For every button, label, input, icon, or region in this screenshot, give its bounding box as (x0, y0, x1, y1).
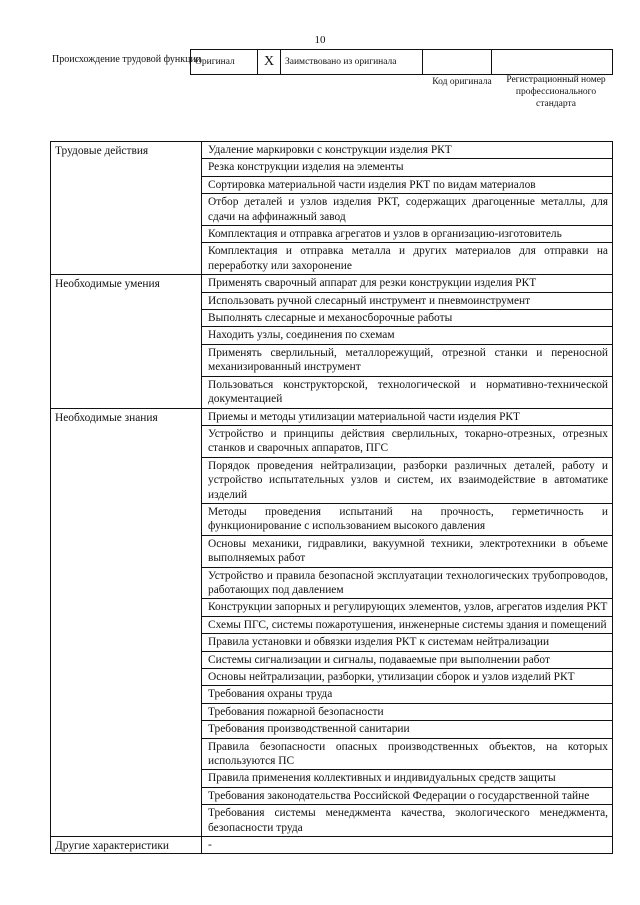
table-row (51, 567, 613, 599)
section-item: Требования системы менеджмента качества, экологического менеджмента, безопасности труда (202, 805, 613, 837)
section-label-continuation (51, 457, 202, 503)
reg-number-cell (492, 50, 613, 75)
table-row (51, 669, 613, 686)
section-item: Правила применения коллективных и индивидуальных средств защиты (202, 770, 613, 787)
code-cell (423, 50, 492, 75)
table-row (51, 703, 613, 720)
code-caption: Код оригинала (432, 77, 492, 87)
section-item: Правила установки и обвязки изделия РКТ к системам нейтрализации (202, 634, 613, 651)
section-label: Трудовые действия (51, 142, 202, 159)
table-row (51, 243, 613, 275)
table-row (51, 616, 613, 633)
table-row (51, 457, 613, 503)
table-row (51, 686, 613, 703)
table-row (51, 310, 613, 327)
table-row (51, 651, 613, 668)
origin-label: Происхождение трудовой функции (52, 54, 202, 65)
original-mark: X (258, 50, 281, 75)
section-label-continuation (51, 226, 202, 243)
table-row (51, 226, 613, 243)
section-label-continuation (51, 669, 202, 686)
section-label: Необходимые умения (51, 275, 202, 292)
section-label-continuation (51, 159, 202, 176)
section-label-continuation (51, 503, 202, 535)
table-row (51, 376, 613, 408)
section-label-continuation (51, 310, 202, 327)
section-item: Конструкции запорных и регулирующих элементов, узлов, агрегатов изделия РКТ (202, 599, 613, 616)
section-label-continuation (51, 787, 202, 804)
table-row (51, 787, 613, 804)
table-row (51, 738, 613, 770)
section-item: Использовать ручной слесарный инструмент и пневмоинструмент (202, 292, 613, 309)
section-item: Устройство и правила безопасной эксплуатации технологических трубопроводов, работающих под давлением (202, 567, 613, 599)
table-row (51, 721, 613, 738)
section-label-continuation (51, 292, 202, 309)
table-row (51, 275, 613, 292)
table-row (51, 159, 613, 176)
section-label-continuation (51, 344, 202, 376)
section-item: Отбор деталей и узлов изделия РКТ, содержащих драгоценные металлы, для сдачи на аффинажный завод (202, 194, 613, 226)
section-label: Необходимые знания (51, 408, 202, 425)
section-item: Требования пожарной безопасности (202, 703, 613, 720)
section-item: Применять сверлильный, металлорежущий, отрезной станки и переносной механизированный инструмент (202, 344, 613, 376)
section-item: Удаление маркировки с конструкции изделия РКТ (202, 142, 613, 159)
section-label-continuation (51, 686, 202, 703)
table-row (51, 176, 613, 193)
table-row (51, 805, 613, 837)
section-item: Системы сигнализации и сигналы, подаваемые при выполнении работ (202, 651, 613, 668)
table-row (51, 292, 613, 309)
section-item: Комплектация и отправка агрегатов и узлов в организацию-изготовитель (202, 226, 613, 243)
table-row (51, 599, 613, 616)
section-item: Требования производственной санитарии (202, 721, 613, 738)
section-label-continuation (51, 535, 202, 567)
section-label-continuation (51, 721, 202, 738)
section-item: Требования законодательства Российской Федерации о государственной тайне (202, 787, 613, 804)
section-label-continuation (51, 770, 202, 787)
table-row (51, 535, 613, 567)
reg-number-caption: Регистрационный номер профессионального стандарта (506, 75, 606, 109)
page-number: 10 (314, 34, 326, 46)
section-item: Основы нейтрализации, разборки, утилизации сборок и узлов изделий РКТ (202, 669, 613, 686)
section-label-continuation (51, 425, 202, 457)
section-label-continuation (51, 738, 202, 770)
section-item: Применять сварочный аппарат для резки конструкции изделия РКТ (202, 275, 613, 292)
section-label-continuation (51, 243, 202, 275)
section-item: Находить узлы, соединения по схемам (202, 327, 613, 344)
section-item: Порядок проведения нейтрализации, разборки различных деталей, работу и устройство испытательных узлов и систем, их взаимодействие в автоматике изделий (202, 457, 613, 503)
section-label-continuation (51, 616, 202, 633)
section-item: Приемы и методы утилизации материальной части изделия РКТ (202, 408, 613, 425)
labor-function-table (50, 141, 613, 854)
table-row (51, 503, 613, 535)
table-row (51, 770, 613, 787)
section-label-continuation (51, 703, 202, 720)
section-item: Устройство и принципы действия сверлильных, токарно-отрезных, отрезных станков и сварочных аппаратов, ПГС (202, 425, 613, 457)
section-item: Требования охраны труда (202, 686, 613, 703)
section-item: Методы проведения испытаний на прочность, герметичность и функционирование с использованием высокого давления (202, 503, 613, 535)
section-label-continuation (51, 805, 202, 837)
table-row (51, 142, 613, 159)
section-label-continuation (51, 651, 202, 668)
section-label-continuation (51, 376, 202, 408)
section-item: Схемы ПГС, системы пожаротушения, инженерные системы здания и помещений (202, 616, 613, 633)
original-cell: Оригинал (191, 50, 258, 75)
table-row (51, 194, 613, 226)
section-label-continuation (51, 634, 202, 651)
table-row (51, 634, 613, 651)
section-label-continuation (51, 194, 202, 226)
table-row (51, 837, 613, 854)
section-label-continuation (51, 176, 202, 193)
section-label-continuation (51, 599, 202, 616)
table-row (51, 408, 613, 425)
table-row (51, 425, 613, 457)
borrowed-cell: Заимствовано из оригинала (281, 50, 423, 75)
section-item: Основы механики, гидравлики, вакуумной техники, электротехники в объеме выполняемых работ (202, 535, 613, 567)
table-row (51, 344, 613, 376)
section-item: Правила безопасности опасных производственных объектов, на которых используются ПС (202, 738, 613, 770)
section-label: Другие характеристики (51, 837, 202, 854)
section-item: Сортировка материальной части изделия РКТ по видам материалов (202, 176, 613, 193)
section-label-continuation (51, 327, 202, 344)
section-item: Пользоваться конструкторской, технологической и нормативно-технической документацией (202, 376, 613, 408)
section-label-continuation (51, 567, 202, 599)
table-row (51, 327, 613, 344)
origin-table (190, 49, 613, 75)
section-item: Резка конструкции изделия на элементы (202, 159, 613, 176)
section-item: Выполнять слесарные и механосборочные работы (202, 310, 613, 327)
section-item: - (202, 837, 613, 854)
section-item: Комплектация и отправка металла и других материалов для отправки на переработку или захоронение (202, 243, 613, 275)
